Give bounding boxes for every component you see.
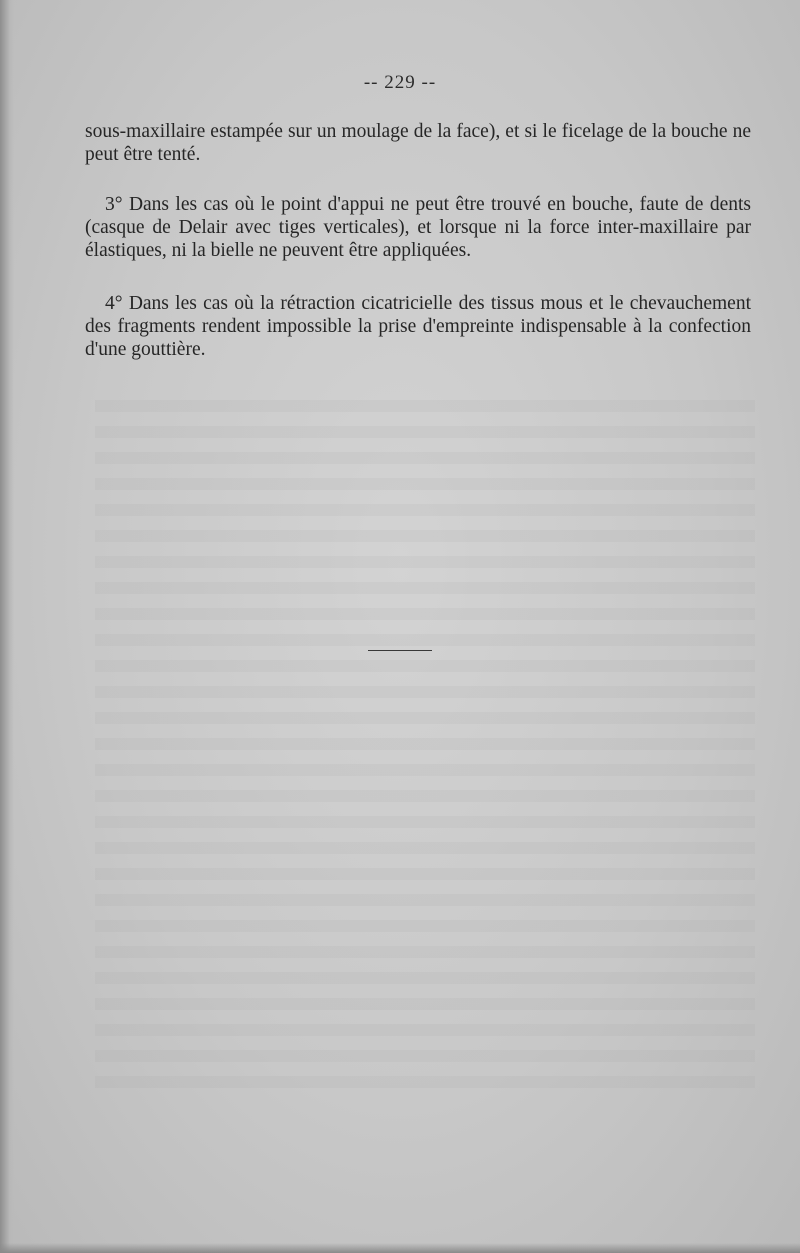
show-through-texture bbox=[95, 400, 755, 1100]
paragraph-text: 3° Dans les cas où le point d'appui ne peut être trouvé en bouche, faute de dents (casque de Delair avec tiges verticales), et lorsque ni la force inter-maxillaire par élastiques, ni la bielle ne peuvent être appliquées. bbox=[85, 194, 751, 261]
paragraph-text: sous-maxillaire estampée sur un moulage de la face), et si le ficelage de la bouche ne peut être tenté. bbox=[85, 121, 751, 165]
page-bottom-edge bbox=[0, 1243, 800, 1253]
paragraph-point-3 bbox=[85, 193, 751, 262]
page-number: -- 229 -- bbox=[363, 72, 437, 93]
section-divider-rule bbox=[368, 650, 432, 651]
paragraph-continuation bbox=[85, 120, 751, 166]
paragraph-text: 4° Dans les cas où la rétraction cicatricielle des tissus mous et le chevauchement des fragments rendent impossible la prise d'empreinte indispensable à la confection d'une gouttière. bbox=[85, 293, 751, 360]
page-left-edge bbox=[0, 0, 14, 1253]
paragraph-point-4 bbox=[85, 292, 751, 361]
